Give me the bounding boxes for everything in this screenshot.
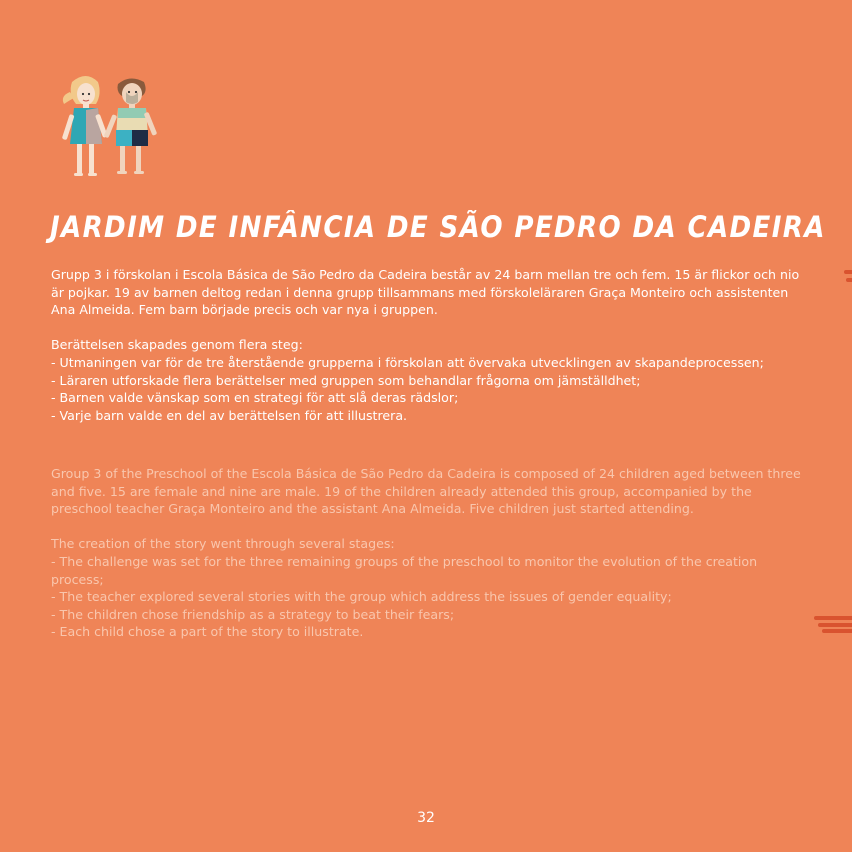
page-number: 32 <box>417 810 435 826</box>
swedish-paragraph: Grupp 3 i förskolan i Escola Básica de São Pedro da Cadeira består av 24 barn mellan tre och fem. 15 är flickor och nio är pojkar. 19 av barnen deltog redan i denna grupp tillsammans med förskoleläraren Graça Monteiro och assistenten Ana Almeida. Fem barn började precis och var nya i gruppen. <box>51 267 800 318</box>
english-text-block <box>51 465 811 641</box>
brush-stroke-decoration <box>822 629 852 633</box>
english-steps-intro: The creation of the story went through several stages: <box>51 536 395 552</box>
page-title: JARDIM DE INFÂNCIA DE SÃO PEDRO DA CADEIRA <box>50 210 826 244</box>
children-holding-hands-illustration <box>52 70 164 182</box>
english-step-2: - The teacher explored several stories with the group which address the issues of gender equality; <box>51 589 672 605</box>
swedish-text-block <box>51 266 811 424</box>
swedish-steps-intro: Berättelsen skapades genom flera steg: <box>51 337 303 353</box>
swedish-step-1: - Utmaningen var för de tre återstående grupperna i förskolan att övervaka utvecklingen av skapandeprocessen; <box>51 354 764 370</box>
swedish-step-4: - Varje barn valde en del av berättelsen för att illustrera. <box>51 407 408 423</box>
english-step-4: - Each child chose a part of the story to illustrate. <box>51 624 364 640</box>
brush-stroke-decoration <box>818 623 852 627</box>
swedish-step-2: - Läraren utforskade flera berättelser med gruppen som behandlar frågorna om jämställdhet; <box>51 372 641 388</box>
brush-stroke-decoration <box>814 616 852 620</box>
boy-figure <box>104 78 158 174</box>
swedish-step-3: - Barnen valde vänskap som en strategi för att slå deras rädslor; <box>51 390 459 406</box>
brush-stroke-decoration <box>844 270 852 274</box>
english-step-3: - The children chose friendship as a strategy to beat their fears; <box>51 606 455 622</box>
girl-figure <box>62 76 108 176</box>
english-paragraph: Group 3 of the Preschool of the Escola Básica de São Pedro da Cadeira is composed of 24 children aged between three and five. 15 are female and nine are male. 19 of the children already attended this group, accompanied by the preschool teacher Graça Monteiro and the assistant Ana Almeida. Five children just started attending. <box>51 466 801 517</box>
brush-stroke-decoration <box>846 278 852 282</box>
english-step-1: - The challenge was set for the three remaining groups of the preschool to monitor the evolution of the creation process; <box>51 553 758 587</box>
